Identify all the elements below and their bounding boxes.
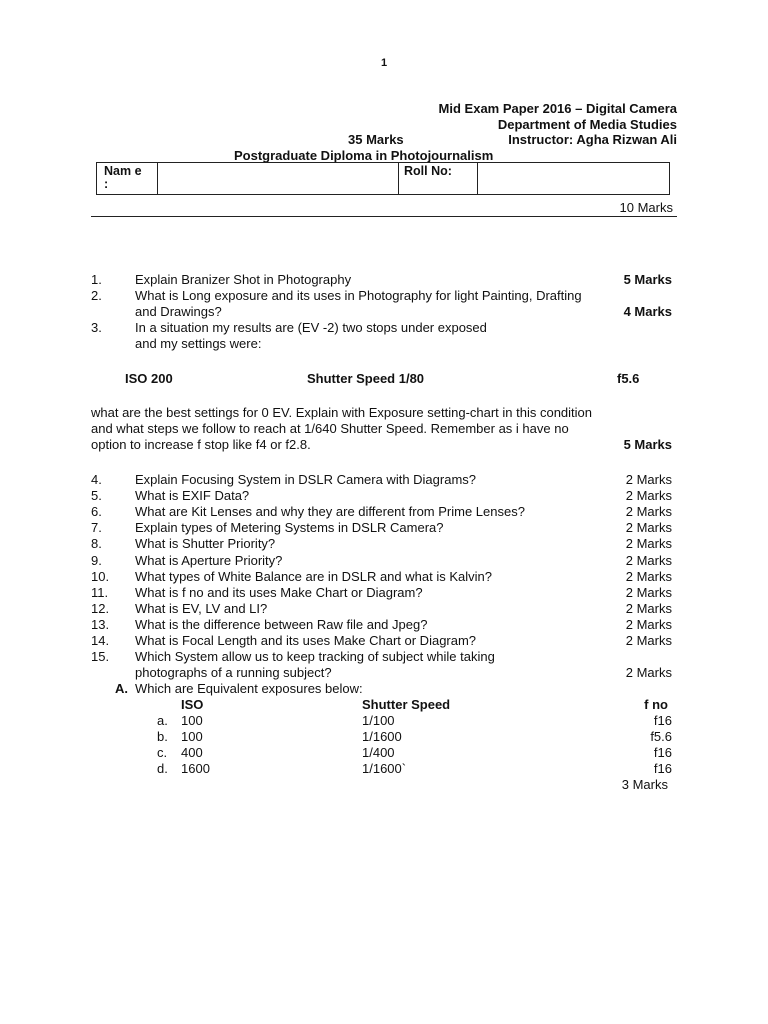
question-text-cont: and Drawings? — [135, 304, 222, 319]
row-fno: f16 — [653, 713, 672, 728]
setting-iso: ISO 200 — [125, 371, 173, 386]
question-text: In a situation my results are (EV -2) two stops under exposed — [135, 320, 487, 335]
row-shutter: 1/100 — [362, 713, 395, 728]
col-header-iso: ISO — [181, 697, 204, 712]
question-text: What is Focal Length and its uses Make Chart or Diagram? — [135, 633, 477, 648]
row-letter: b. — [157, 729, 168, 744]
setting-fstop: f5.6 — [617, 371, 640, 386]
question-marks: 2 Marks — [625, 633, 672, 648]
row-iso: 100 — [181, 729, 203, 744]
paragraph-line: option to increase f stop like f4 or f2.8. — [91, 437, 311, 452]
question-text: What is EV, LV and LI? — [135, 600, 268, 616]
setting-shutter: Shutter Speed 1/80 — [307, 371, 425, 386]
question-number: 2. — [91, 288, 102, 303]
question-number: 9. — [91, 552, 102, 568]
question-marks: 2 Marks — [625, 504, 672, 520]
program-title: Postgraduate Diploma in Photojournalism — [234, 148, 494, 163]
question-text: What are Kit Lenses and why they are different from Prime Lenses? — [135, 504, 525, 520]
question-text: What is Shutter Priority? — [135, 536, 276, 552]
question-marks: 2 Marks — [625, 616, 672, 632]
question-marks: 2 Marks — [625, 536, 672, 552]
question-number: 14. — [91, 633, 110, 648]
subquestion-marks: 3 Marks — [621, 777, 668, 792]
question-text: What is Long exposure and its uses in Photography for light Painting, Drafting — [135, 288, 582, 303]
row-letter: c. — [157, 745, 168, 760]
name-label: Nam e — [104, 164, 142, 178]
department: Department of Media Studies — [497, 117, 677, 132]
question-text: What types of White Balance are in DSLR and what is Kalvin? — [135, 568, 492, 584]
question-number: 6. — [91, 504, 102, 520]
question-number: 3. — [91, 320, 102, 335]
row-iso: 100 — [181, 713, 203, 728]
question-marks: 2 Marks — [625, 552, 672, 568]
col-header-fno: f no — [644, 697, 668, 712]
question-number: 5. — [91, 488, 102, 504]
paragraph-line: and what steps we follow to reach at 1/640 Shutter Speed. Remember as i have no — [91, 421, 569, 436]
roll-label-cell — [398, 163, 399, 194]
row-letter: d. — [157, 761, 168, 776]
question-marks: 2 Marks — [625, 472, 672, 487]
roll-input-cell[interactable] — [477, 163, 478, 194]
instructor: Instructor: Agha Rizwan Ali — [508, 132, 677, 147]
student-id-table — [96, 162, 670, 195]
page-number: 1 — [380, 57, 388, 69]
question-marks: 2 Marks — [625, 568, 672, 584]
row-fno: f5.6 — [650, 729, 672, 744]
question-text: Which System allow us to keep tracking of subject while taking — [135, 649, 495, 664]
row-fno: f16 — [653, 745, 672, 760]
question-marks: 5 Marks — [623, 272, 672, 287]
question-marks: 2 Marks — [625, 665, 672, 680]
paragraph-line: what are the best settings for 0 EV. Explain with Exposure setting-chart in this condition — [91, 405, 593, 420]
question-number: 13. — [91, 616, 110, 632]
question-text: What is the difference between Raw file and Jpeg? — [135, 616, 428, 632]
question-text-cont: and my settings were: — [135, 336, 262, 351]
paragraph-marks: 5 Marks — [623, 437, 672, 452]
subquestion-title: Which are Equivalent exposures below: — [135, 681, 363, 696]
question-number: 15. — [91, 649, 110, 664]
row-iso: 400 — [181, 745, 203, 760]
question-marks: 2 Marks — [625, 584, 672, 600]
question-number: 11. — [91, 584, 109, 600]
total-marks: 35 Marks — [348, 132, 404, 147]
question-number: 8. — [91, 536, 102, 552]
question-marks: 4 Marks — [623, 304, 672, 319]
question-marks: 2 Marks — [625, 488, 672, 504]
name-label-colon: : — [104, 177, 109, 191]
question-text: What is f no and its uses Make Chart or Diagram? — [135, 584, 423, 600]
row-shutter: 1/1600` — [362, 761, 407, 776]
question-text: What is Aperture Priority? — [135, 552, 283, 568]
col-header-shutter: Shutter Speed — [362, 697, 451, 712]
row-iso: 1600 — [181, 761, 210, 776]
question-number: 12. — [91, 600, 110, 616]
question-marks: 2 Marks — [625, 600, 672, 616]
section-marks: 10 Marks — [619, 200, 673, 215]
row-fno: f16 — [653, 761, 672, 776]
question-text: Explain Focusing System in DSLR Camera with Diagrams? — [135, 472, 477, 487]
subquestion-letter: A. — [115, 681, 128, 696]
question-marks: 2 Marks — [625, 520, 672, 536]
question-number: 7. — [91, 520, 102, 536]
question-text: What is EXIF Data? — [135, 488, 250, 504]
name-input-cell[interactable] — [157, 163, 158, 194]
question-number: 4. — [91, 472, 102, 487]
question-text: Explain types of Metering Systems in DSLR Camera? — [135, 520, 444, 536]
row-shutter: 1/400 — [362, 745, 395, 760]
exam-title: Mid Exam Paper 2016 – Digital Camera — [438, 101, 677, 116]
roll-label: Roll No: — [404, 164, 452, 178]
header-divider — [91, 216, 677, 217]
question-number: 1. — [91, 272, 102, 287]
question-text: Explain Branizer Shot in Photography — [135, 272, 352, 287]
row-shutter: 1/1600 — [362, 729, 402, 744]
question-text-cont: photographs of a running subject? — [135, 665, 332, 680]
question-number: 10. — [91, 568, 110, 584]
row-letter: a. — [157, 713, 168, 728]
